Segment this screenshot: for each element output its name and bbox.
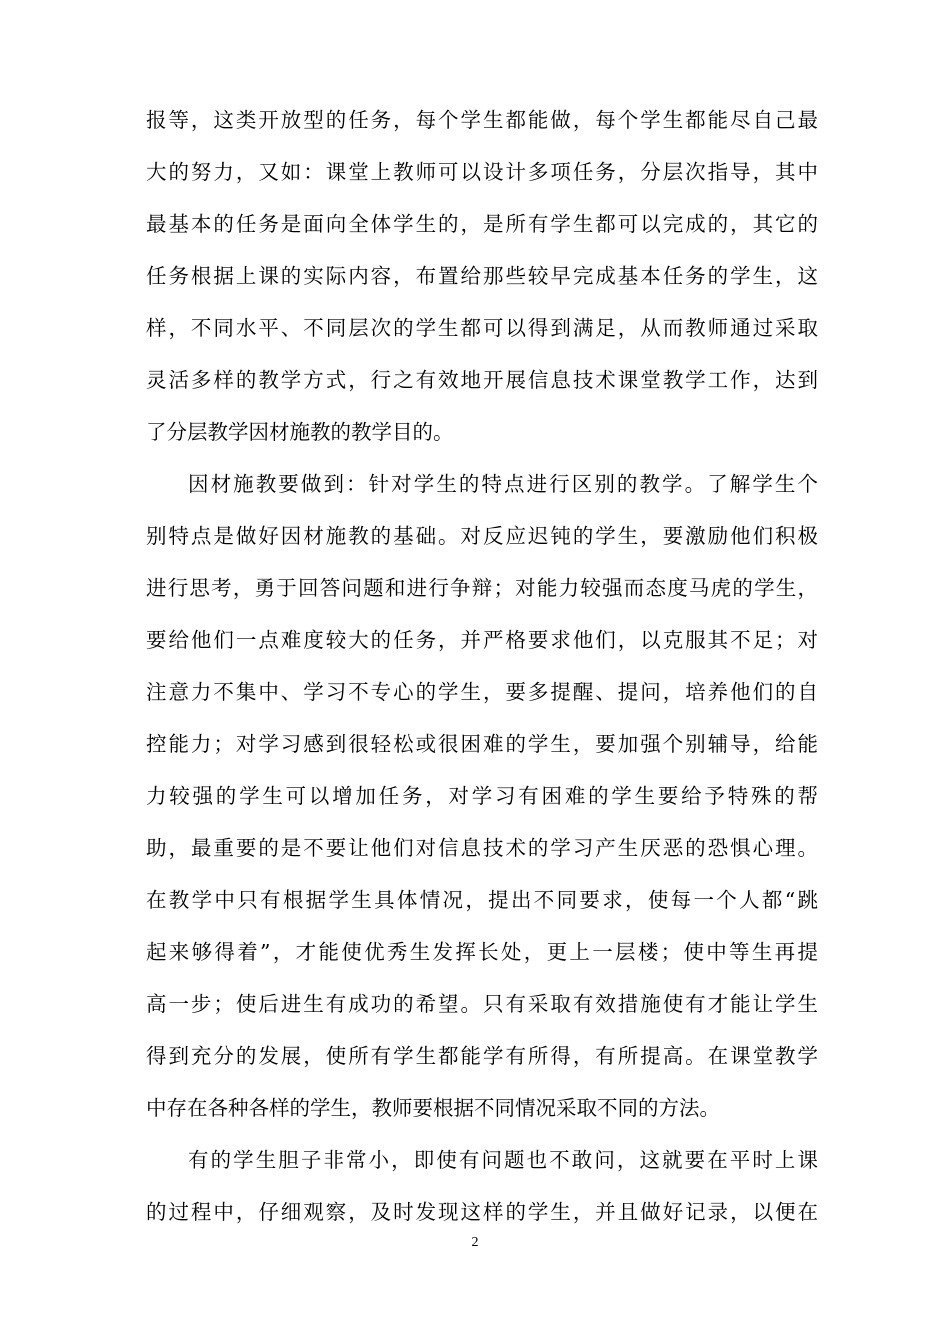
paragraph-1-line-2: 大的努力，又如：课堂上教师可以设计多项任务，分层次指导，其中 (146, 160, 818, 184)
paragraph-3-line-1: 有的学生胆子非常小，即使有问题也不敢问，这就要在平时上课 (188, 1148, 818, 1172)
paragraph-1-line-6: 灵活多样的教学方式，行之有效地开展信息技术课堂教学工作，达到 (146, 368, 818, 392)
paragraph-2-line-12: 得到充分的发展，使所有学生都能学有所得，有所提高。在课堂教学 (146, 1044, 818, 1068)
paragraph-1-line-5: 样，不同水平、不同层次的学生都可以得到满足，从而教师通过采取 (146, 316, 818, 340)
paragraph-2-line-5: 注意力不集中、学习不专心的学生，要多提醒、提问，培养他们的自 (146, 680, 818, 704)
paragraph-2-line-4: 要给他们一点难度较大的任务，并严格要求他们，以克服其不足；对 (146, 628, 818, 652)
paragraph-2-line-10: 起来够得着”，才能使优秀生发挥长处，更上一层楼；使中等生再提 (146, 940, 818, 964)
paragraph-1-line-4: 任务根据上课的实际内容，布置给那些较早完成基本任务的学生，这 (146, 264, 818, 288)
paragraph-2-line-2: 别特点是做好因材施教的基础。对反应迟钝的学生，要激励他们积极 (146, 524, 818, 548)
paragraph-2-line-13: 中存在各种各样的学生，教师要根据不同情况采取不同的方法。 (146, 1096, 720, 1120)
paragraph-3-line-2: 的过程中，仔细观察，及时发现这样的学生，并且做好记录，以便在 (146, 1200, 818, 1224)
paragraph-2-line-11: 高一步；使后进生有成功的希望。只有采取有效措施使有才能让学生 (146, 992, 818, 1016)
paragraph-2-line-7: 力较强的学生可以增加任务，对学习有困难的学生要给予特殊的帮 (146, 784, 818, 808)
paragraph-2-line-6: 控能力；对学习感到很轻松或很困难的学生，要加强个别辅导，给能 (146, 732, 818, 756)
paragraph-2-line-9: 在教学中只有根据学生具体情况，提出不同要求，使每一个人都“跳 (146, 888, 818, 912)
paragraph-2-line-8: 助，最重要的是不要让他们对信息技术的学习产生厌恶的恐惧心理。 (146, 836, 818, 860)
paragraph-2-line-1: 因材施教要做到：针对学生的特点进行区别的教学。了解学生个 (188, 472, 818, 496)
paragraph-2-line-3: 进行思考，勇于回答问题和进行争辩；对能力较强而态度马虎的学生， (146, 576, 818, 600)
paragraph-1-line-3: 最基本的任务是面向全体学生的，是所有学生都可以完成的，其它的 (146, 212, 818, 236)
paragraph-1-line-1: 报等，这类开放型的任务，每个学生都能做，每个学生都能尽自己最 (146, 108, 818, 132)
paragraph-1-line-7: 了分层教学因材施教的教学目的。 (146, 420, 454, 444)
page-number: 2 (471, 1235, 479, 1250)
